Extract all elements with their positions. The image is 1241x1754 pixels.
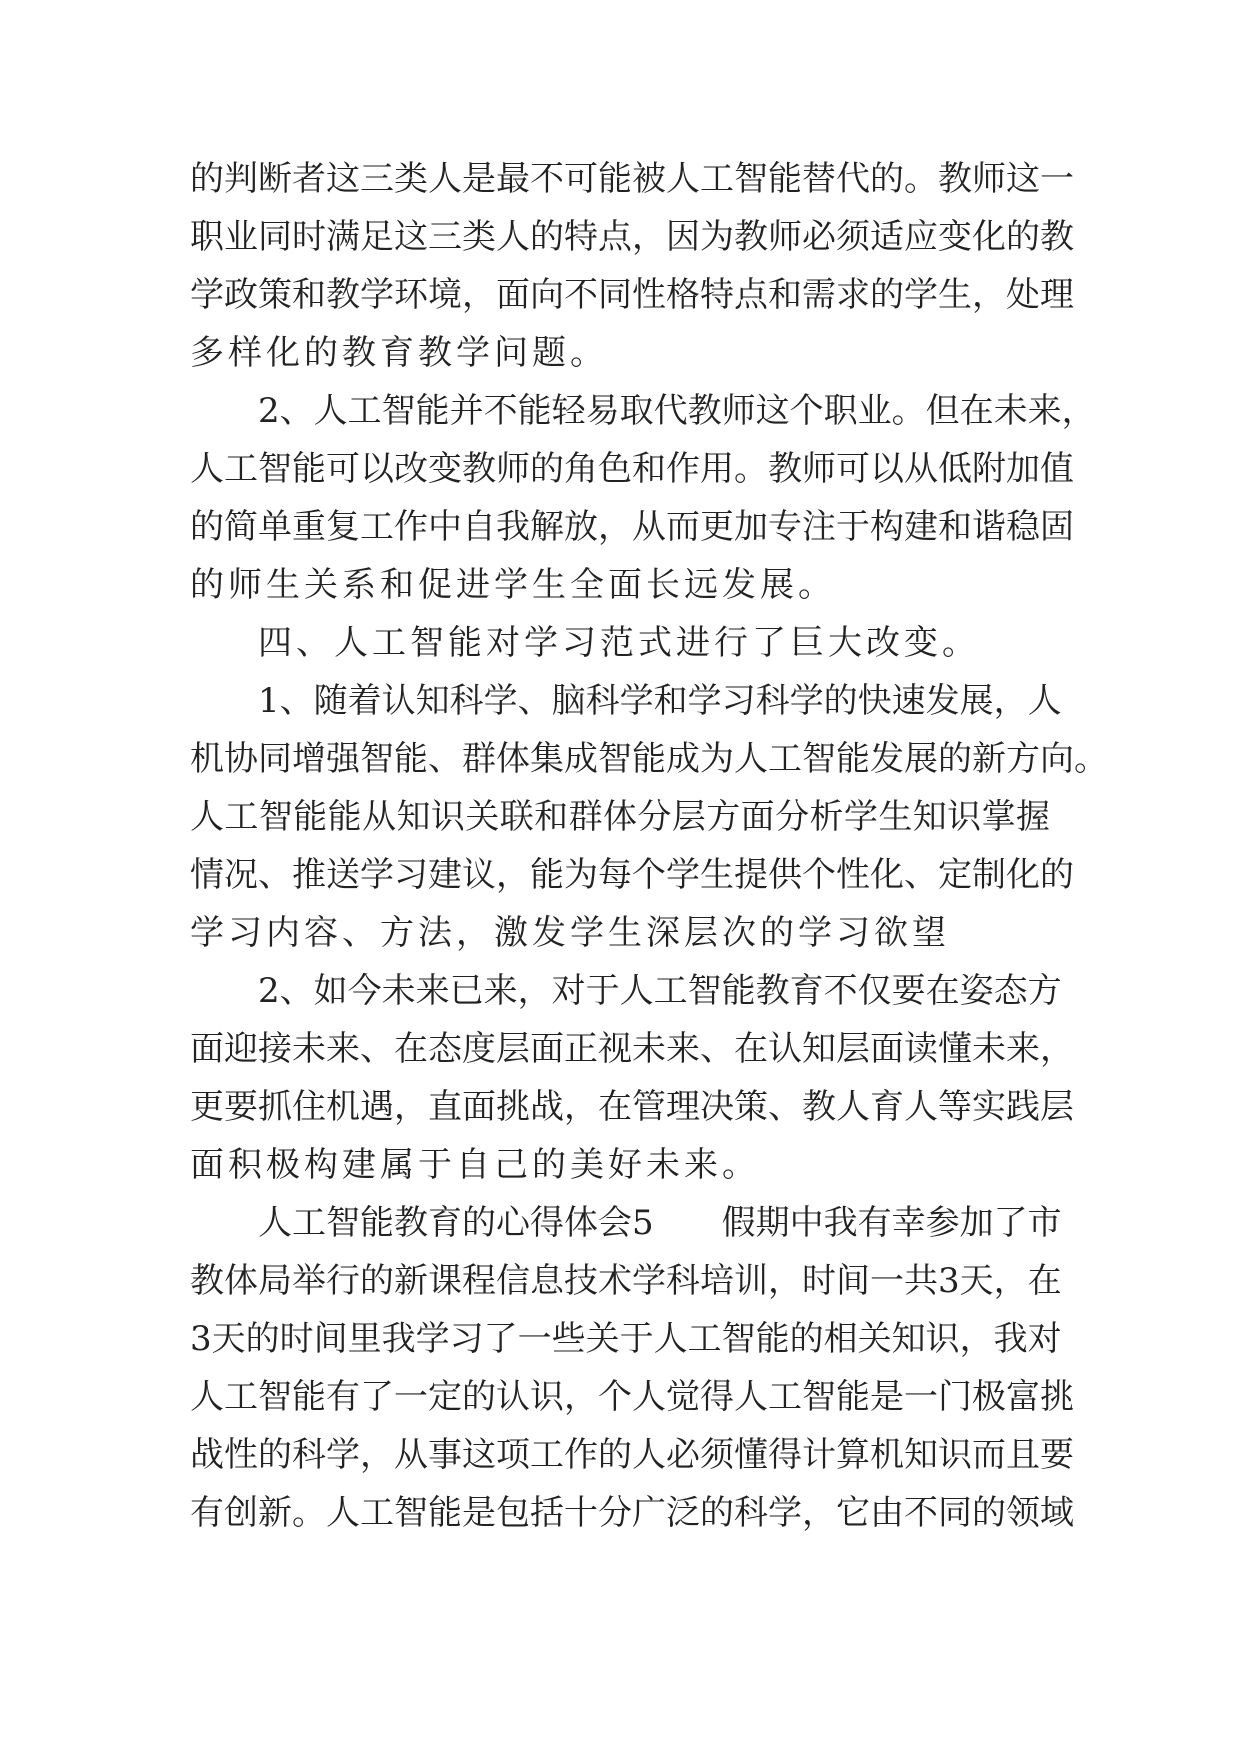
text-line: 面迎接未来、在态度层面正视未来、在认知层面读懂未来，: [190, 1029, 1074, 1069]
text-line: 3天的时间里我学习了一些关于人工智能的相关知识，我对: [190, 1319, 1062, 1359]
text-line: 2、人工智能并不能轻易取代教师这个职业。但在未来，: [258, 391, 1096, 431]
text-line: 人工智能有了一定的认识，个人觉得人工智能是一门极富挑: [190, 1377, 1074, 1417]
body-text: [190, 150, 1108, 1542]
text-line: 战性的科学，从事这项工作的人必须懂得计算机知识而且要: [190, 1435, 1074, 1475]
text-line: 学习内容、方法，激发学生深层次的学习欲望: [190, 913, 950, 953]
text-line: 的师生关系和促进学生全面长远发展。: [190, 565, 836, 605]
text-line: 的判断者这三类人是最不可能被人工智能替代的。教师这一: [190, 159, 1074, 199]
text-line: 人工智能能从知识关联和群体分层方面分析学生知识掌握: [190, 797, 1050, 837]
text-line: 面积极构建属于自己的美好未来。: [190, 1145, 760, 1185]
text-line: 多样化的教育教学问题。: [190, 333, 608, 373]
text-line: 有创新。人工智能是包括十分广泛的科学，它由不同的领域: [190, 1493, 1074, 1533]
text-line: 人工智能可以改变教师的角色和作用。教师可以从低附加值: [190, 449, 1074, 489]
text-line: 2、如今未来已来，对于人工智能教育不仅要在姿态方: [258, 971, 1062, 1011]
text-line: 更要抓住机遇，直面挑战，在管理决策、教人育人等实践层: [190, 1087, 1074, 1127]
text-line: 职业同时满足这三类人的特点，因为教师必须适应变化的教: [190, 217, 1074, 257]
text-line: 人工智能教育的心得体会5 假期中我有幸参加了市: [258, 1203, 1062, 1243]
text-line: 情况、推送学习建议，能为每个学生提供个性化、定制化的: [190, 855, 1074, 895]
section-heading: 四、人工智能对学习范式进行了巨大改变。: [258, 623, 980, 663]
text-line: 机协同增强智能、群体集成智能成为人工智能发展的新方向。: [190, 739, 1108, 779]
text-line: 1、随着认知科学、脑科学和学习科学的快速发展，人: [258, 681, 1062, 721]
text-line: 学政策和教学环境，面向不同性格特点和需求的学生，处理: [190, 275, 1074, 315]
text-line: 教体局举行的新课程信息技术学科培训，时间一共3天，在: [190, 1261, 1062, 1301]
text-line: 的简单重复工作中自我解放，从而更加专注于构建和谐稳固: [190, 507, 1074, 547]
